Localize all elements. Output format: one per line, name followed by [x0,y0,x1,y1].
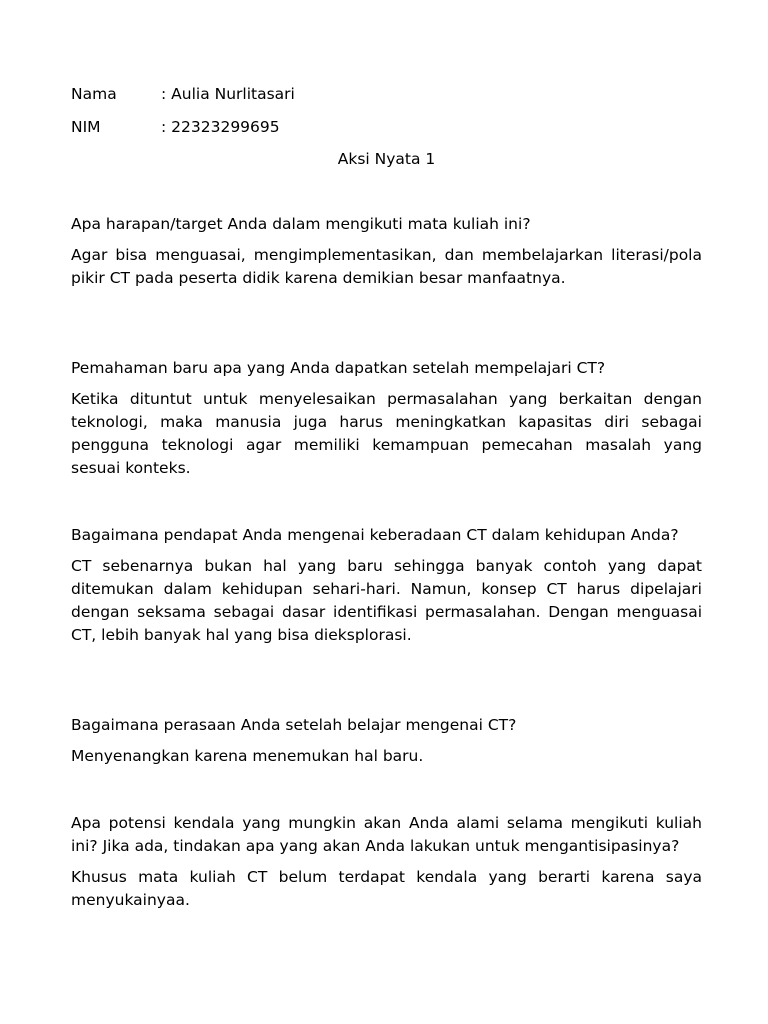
question-5: Apa potensi kendala yang mungkin akan Anda alami selama mengikuti kuliah ini? Jika ada, tindakan apa yang akan Anda lakukan untuk mengantisipasinya? [71,814,702,855]
answer-1: Agar bisa menguasai, mengimplementasikan, dan membelajarkan literasi/pola pikir CT pada peserta didik karena demikian besar manfaatnya. [71,246,702,287]
question-3: Bagaimana pendapat Anda mengenai keberadaan CT dalam kehidupan Anda? [71,526,679,544]
name-value: : Aulia Nurlitasari [161,85,295,103]
qa-item-3 [71,524,702,647]
nim-label: NIM [71,118,101,136]
qa-item-2 [71,357,702,480]
qa-item-5 [71,812,702,912]
document-title [71,149,702,169]
name-row [71,84,295,104]
qa-item-4 [71,714,702,768]
nim-row [71,117,280,137]
question-4: Bagaimana perasaan Anda setelah belajar mengenai CT? [71,716,517,734]
nim-value: : 22323299695 [161,118,280,136]
answer-5: Khusus mata kuliah CT belum terdapat kendala yang berarti karena saya menyukainyaa. [71,868,702,909]
answer-2: Ketika dituntut untuk menyelesaikan permasalahan yang berkaitan dengan teknologi, maka manusia juga harus meningkatkan kapasitas diri sebagai pengguna teknologi agar memiliki kemampuan pemecahan masalah yang sesuai konteks. [71,390,702,477]
answer-4: Menyenangkan karena menemukan hal baru. [71,747,424,765]
name-label: Nama [71,85,117,103]
question-1: Apa harapan/target Anda dalam mengikuti mata kuliah ini? [71,215,531,233]
qa-item-1 [71,213,702,290]
question-2: Pemahaman baru apa yang Anda dapatkan setelah mempelajari CT? [71,359,606,377]
document-title-text: Aksi Nyata 1 [337,150,436,168]
answer-3: CT sebenarnya bukan hal yang baru sehingga banyak contoh yang dapat ditemukan dalam kehidupan sehari-hari. Namun, konsep CT harus dipelajari dengan seksama sebagai dasar identifikasi permasalahan. Dengan menguasai CT, lebih banyak hal yang bisa dieksplorasi. [71,557,702,644]
